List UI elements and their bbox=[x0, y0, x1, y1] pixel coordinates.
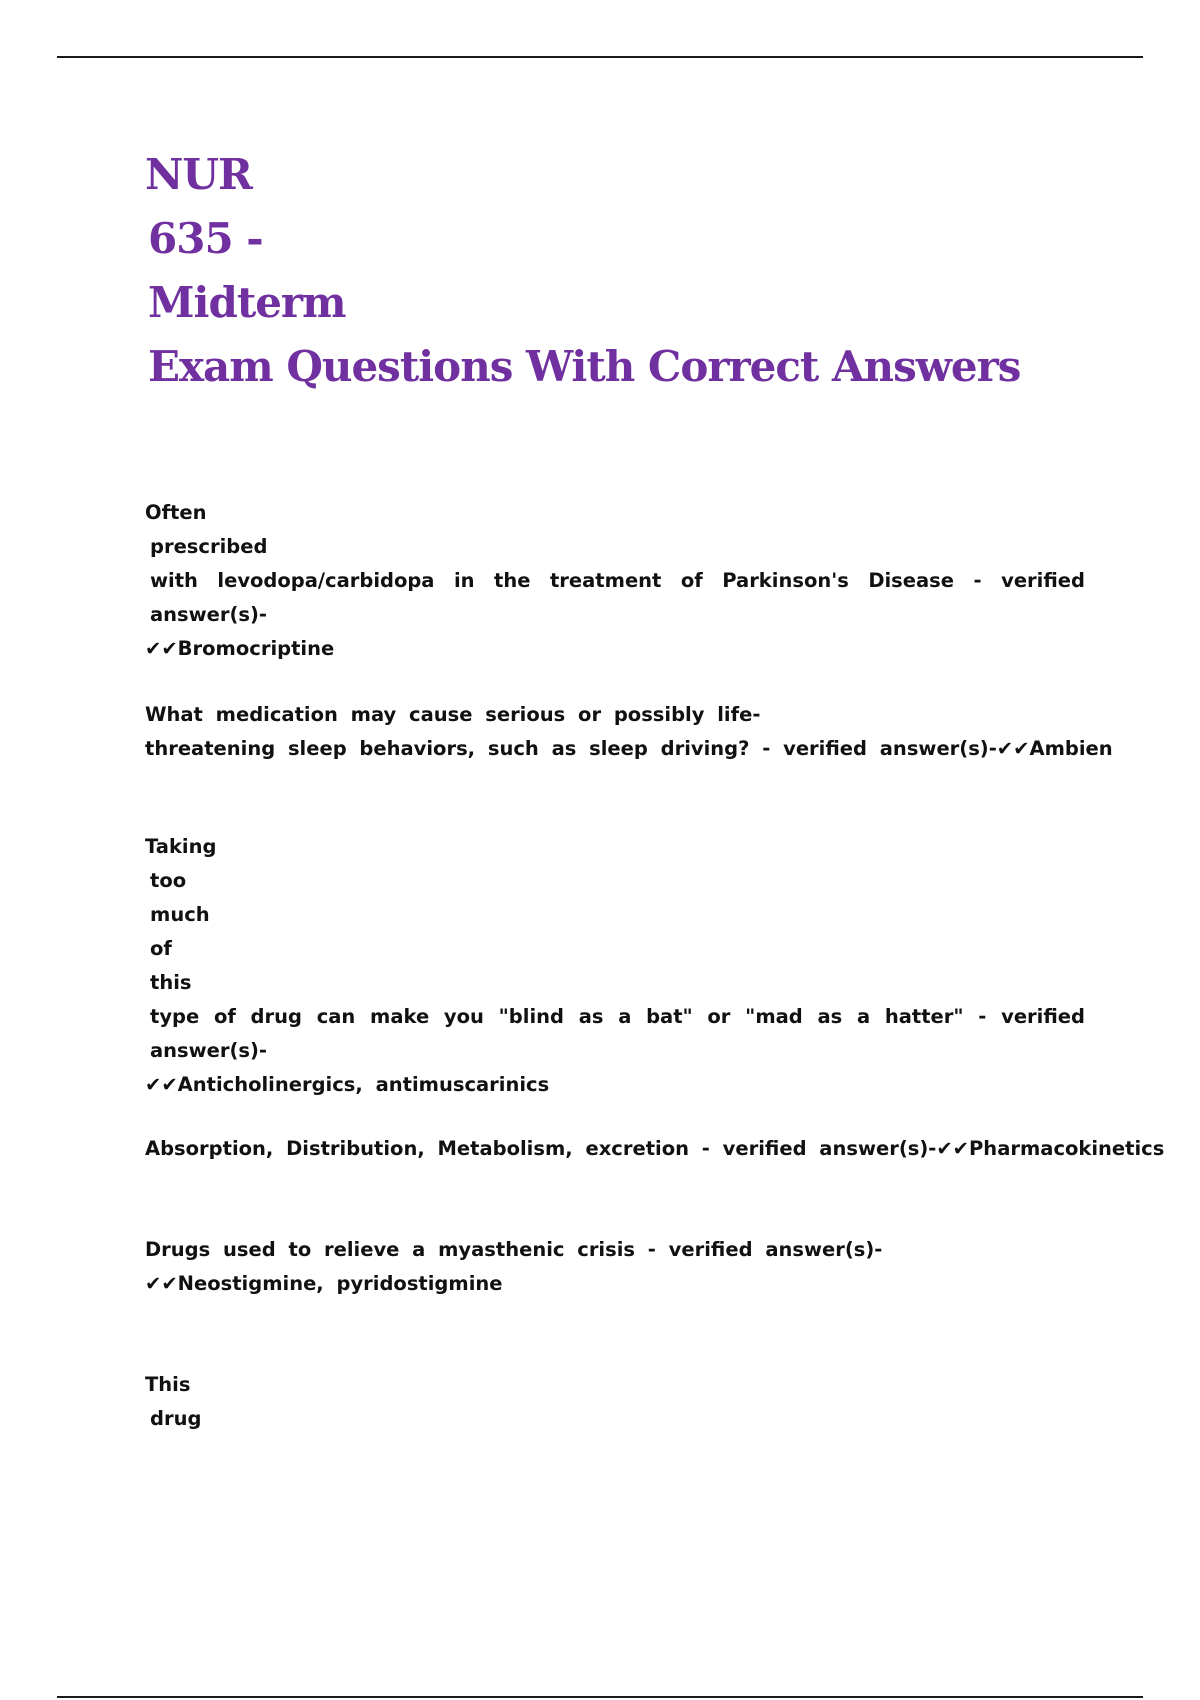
question-line: Absorption, Distribution, Metabolism, excretion - verified answer(s)-✔✔Pharmacokinetics bbox=[145, 1137, 1165, 1160]
question-line: of bbox=[150, 937, 172, 960]
qa-item-pharmacokinetics bbox=[145, 1132, 1165, 1166]
bottom-rule bbox=[57, 1696, 1143, 1698]
title-line: Exam Questions With Correct Answers bbox=[148, 342, 1021, 391]
title-line: NUR bbox=[145, 150, 252, 199]
qa-item-partial bbox=[145, 1368, 1085, 1436]
top-rule bbox=[57, 56, 1143, 58]
question-line: too bbox=[150, 869, 187, 892]
question-line: Drugs used to relieve a myasthenic crisis - verified answer(s)- bbox=[145, 1238, 883, 1261]
document-title bbox=[145, 143, 1020, 399]
question-line: drug bbox=[150, 1407, 202, 1430]
answer-line: ✔✔Bromocriptine bbox=[145, 637, 335, 660]
question-line: This bbox=[145, 1373, 191, 1396]
question-line: threatening sleep behaviors, such as sleep driving? - verified answer(s)-✔✔Ambien bbox=[145, 737, 1113, 760]
question-line: much bbox=[150, 903, 210, 926]
qa-item-anticholinergics bbox=[145, 830, 1085, 1102]
qa-item-neostigmine bbox=[145, 1233, 1085, 1301]
question-line: this bbox=[150, 971, 192, 994]
qa-item-bromocriptine bbox=[145, 496, 1085, 666]
question-line: type of drug can make you "blind as a bat" or "mad as a hatter" - verified answer(s)- bbox=[150, 1005, 1085, 1062]
answer-line: ✔✔Anticholinergics, antimuscarinics bbox=[145, 1073, 550, 1096]
title-line: 635 - bbox=[148, 214, 263, 263]
question-line: Often bbox=[145, 501, 207, 524]
question-line: with levodopa/carbidopa in the treatment of Parkinson's Disease - verified answer(s)- bbox=[150, 569, 1085, 626]
title-line: Midterm bbox=[148, 278, 346, 327]
answer-line: ✔✔Neostigmine, pyridostigmine bbox=[145, 1272, 503, 1295]
question-line: prescribed bbox=[150, 535, 268, 558]
question-line: What medication may cause serious or possibly life- bbox=[145, 703, 761, 726]
qa-item-ambien bbox=[145, 698, 1113, 766]
question-line: Taking bbox=[145, 835, 217, 858]
